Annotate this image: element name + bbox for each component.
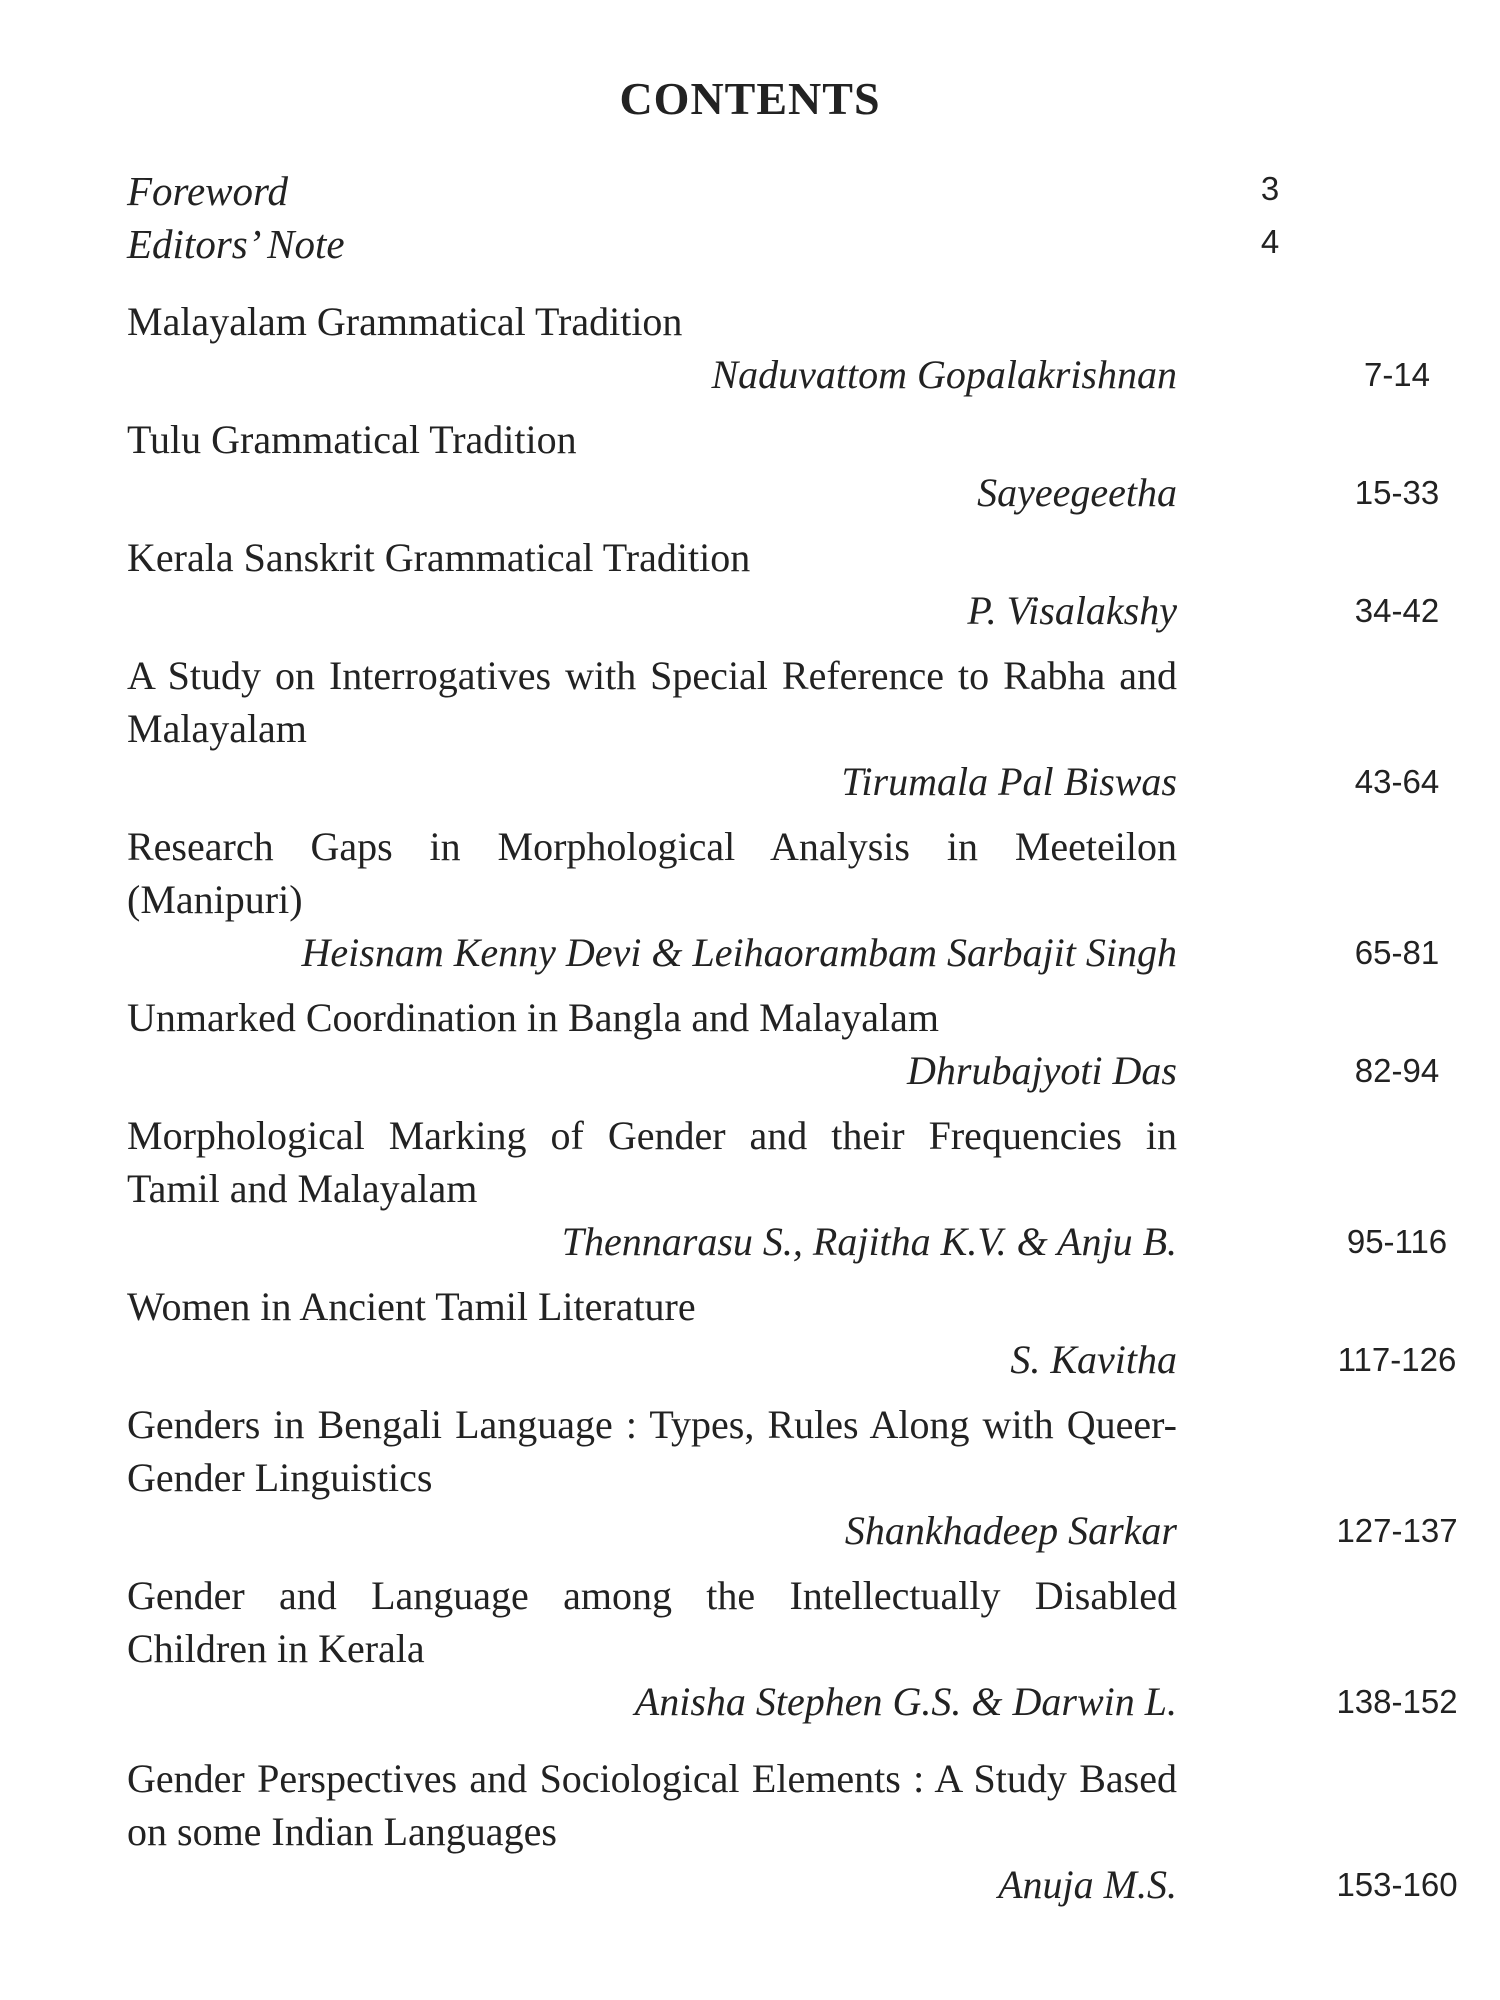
entry-title: Gender Perspectives and Sociological Elements : A Study Based on some Indian Languages bbox=[127, 1756, 1177, 1854]
entry-pages: 82-94 bbox=[1354, 1052, 1440, 1089]
entry-author: Anuja M.S. bbox=[998, 1862, 1177, 1907]
front-item-page: 3 bbox=[1260, 170, 1280, 207]
entry-pages: 43-64 bbox=[1354, 763, 1440, 800]
entry-pages: 34-42 bbox=[1354, 592, 1440, 629]
entry-title: Tulu Grammatical Tradition bbox=[127, 417, 577, 462]
entry-pages: 138-152 bbox=[1336, 1683, 1458, 1720]
entry-title: Kerala Sanskrit Grammatical Tradition bbox=[127, 535, 751, 580]
entry-author: Dhrubajyoti Das bbox=[907, 1048, 1177, 1093]
toc-entry bbox=[127, 1109, 1448, 1268]
front-item-page: 4 bbox=[1260, 223, 1280, 260]
entry-author: P. Visalakshy bbox=[967, 588, 1177, 633]
entry-title: Women in Ancient Tamil Literature bbox=[127, 1284, 696, 1329]
entry-title: Morphological Marking of Gender and their Frequencies in Tamil and Malayalam bbox=[127, 1113, 1177, 1211]
entry-title: Genders in Bengali Language : Types, Rules Along with Queer-Gender Linguistics bbox=[127, 1402, 1177, 1500]
entry-author: Tirumala Pal Biswas bbox=[841, 759, 1177, 804]
entry-title: Gender and Language among the Intellectually Disabled Children in Kerala bbox=[127, 1573, 1177, 1671]
entry-author: Shankhadeep Sarkar bbox=[844, 1508, 1177, 1553]
front-item-label: Foreword bbox=[127, 168, 288, 214]
toc-entry bbox=[127, 649, 1440, 808]
toc-entry bbox=[127, 820, 1440, 979]
toc-entry bbox=[127, 991, 1440, 1097]
entry-author: Thennarasu S., Rajitha K.V. & Anju B. bbox=[561, 1219, 1177, 1264]
toc-entry bbox=[127, 295, 1431, 401]
toc-entry bbox=[127, 413, 1440, 519]
entry-title: Unmarked Coordination in Bangla and Malayalam bbox=[127, 995, 940, 1040]
entry-title: A Study on Interrogatives with Special Reference to Rabha and Malayalam bbox=[127, 653, 1177, 751]
entry-pages: 65-81 bbox=[1354, 934, 1440, 971]
entry-title: Malayalam Grammatical Tradition bbox=[127, 299, 683, 344]
toc-entry bbox=[127, 1280, 1457, 1386]
front-item-label: Editors’ Note bbox=[127, 221, 345, 267]
toc-entry bbox=[127, 1569, 1458, 1728]
page-title: CONTENTS bbox=[619, 73, 881, 124]
entry-pages: 95-116 bbox=[1346, 1223, 1448, 1260]
entry-pages: 117-126 bbox=[1337, 1341, 1457, 1378]
entry-author: Sayeegeetha bbox=[977, 470, 1177, 515]
entry-title: Research Gaps in Morphological Analysis in Meeteilon (Manipuri) bbox=[127, 824, 1177, 922]
toc-entry bbox=[127, 1752, 1458, 1911]
toc-entry bbox=[127, 531, 1440, 637]
entry-pages: 15-33 bbox=[1354, 474, 1440, 511]
entry-pages: 7-14 bbox=[1363, 356, 1431, 393]
entry-author: Naduvattom Gopalakrishnan bbox=[711, 352, 1177, 397]
toc-entry bbox=[127, 1398, 1458, 1557]
entry-pages: 127-137 bbox=[1336, 1512, 1458, 1549]
entry-author: Anisha Stephen G.S. & Darwin L. bbox=[634, 1679, 1177, 1724]
entry-author: S. Kavitha bbox=[1010, 1337, 1177, 1382]
entry-pages: 153-160 bbox=[1336, 1866, 1458, 1903]
entry-author: Heisnam Kenny Devi & Leihaorambam Sarbajit Singh bbox=[301, 930, 1177, 975]
